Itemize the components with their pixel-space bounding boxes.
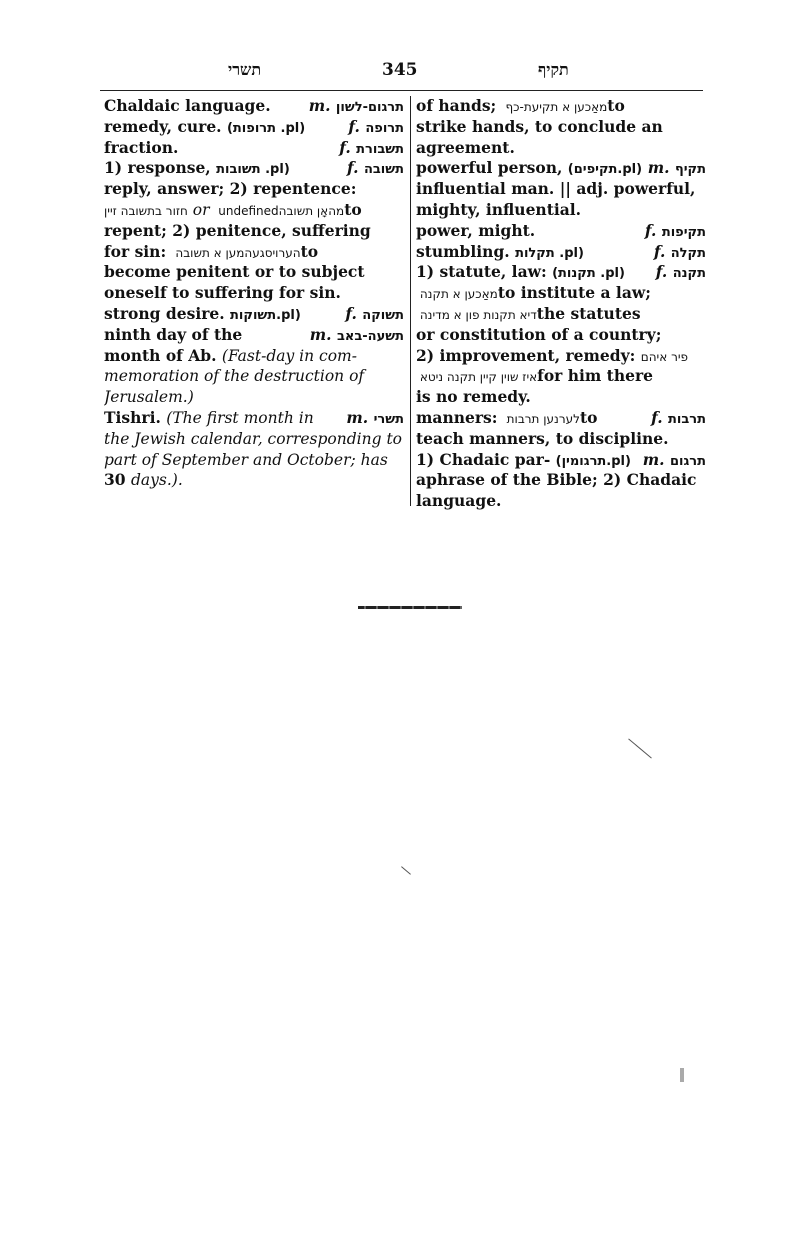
line-text — [416, 262, 625, 283]
entry-definition: strong desire. — [104, 303, 231, 323]
right-column — [416, 96, 706, 512]
scan-mark — [680, 1068, 684, 1082]
line-text — [104, 96, 271, 117]
right-line — [416, 138, 706, 159]
headword: תקיפות — [661, 224, 706, 240]
line-text — [416, 118, 663, 136]
entry-definition: stumbling. — [416, 241, 516, 261]
entry-note: days.). — [130, 471, 183, 490]
entry-text: become penitent or to subject — [104, 262, 365, 282]
line-text — [416, 347, 688, 365]
hebrew-phrase: מהאָן תשובה — [278, 203, 345, 218]
left-line — [104, 366, 404, 387]
right-line — [416, 366, 706, 387]
entry-definition: to — [344, 199, 362, 219]
right-line — [416, 221, 706, 242]
headword-group — [645, 221, 706, 242]
entry-definition: manners: — [416, 407, 503, 427]
gender-marker: f. — [644, 220, 662, 240]
entry-definition: to — [579, 407, 598, 427]
entry-text: is no remedy. — [416, 387, 531, 407]
headword: תשרי — [373, 411, 404, 427]
line-text — [416, 430, 669, 448]
entry-text: strike hands, to conclude an — [416, 116, 663, 136]
headword-group — [345, 304, 404, 325]
headword: תרופה — [365, 120, 404, 136]
line-text — [104, 325, 242, 346]
left-line — [104, 117, 404, 138]
entry-definition: Chaldaic language. — [104, 96, 271, 115]
gender-marker: m. — [309, 324, 337, 344]
gender-marker: f. — [655, 262, 673, 282]
gender-marker: m. — [308, 96, 336, 115]
left-line — [104, 262, 404, 283]
scan-mark — [628, 738, 652, 758]
gender-marker: m. — [642, 449, 670, 469]
entry-definition: powerful person, — [416, 158, 568, 178]
headword-group — [643, 450, 706, 471]
line-text — [416, 180, 695, 198]
line-text — [416, 139, 515, 157]
hebrew-phrase: undefined — [214, 203, 279, 218]
right-line — [416, 470, 706, 491]
line-text — [416, 388, 531, 406]
gender-marker: f. — [339, 137, 357, 157]
headword: תרבות — [668, 411, 706, 427]
entry-text: reply, answer; 2) repentence: — [104, 179, 357, 199]
entry-text: repent; 2) penitence, suffering — [104, 220, 371, 240]
entry-text: or constitution of a country; — [416, 324, 662, 344]
hebrew-phrase: פיר איהם — [640, 349, 689, 364]
line-text — [104, 304, 301, 325]
plural-form: (pl. תקלות — [515, 245, 584, 261]
hebrew-phrase: איז שוין קיין תקנה ניטא — [416, 370, 538, 385]
entry-definition: to — [607, 96, 625, 115]
entry-text: oneself to suffering for sin. — [104, 283, 341, 303]
headword: תשוקה — [362, 307, 404, 323]
right-line — [416, 346, 706, 367]
line-text — [416, 492, 501, 510]
plural-form: (pl.תרגומין) — [555, 453, 631, 469]
entry-definition: month of Ab. — [104, 345, 222, 365]
line-text — [104, 222, 371, 240]
gender-marker: f. — [653, 241, 671, 261]
right-line — [416, 304, 706, 325]
line-text — [104, 138, 178, 159]
left-line — [104, 158, 404, 179]
right-line — [416, 387, 706, 408]
line-text — [104, 243, 318, 261]
left-line — [104, 429, 404, 450]
line-text — [104, 430, 402, 448]
end-ornament — [358, 606, 462, 609]
hebrew-phrase: מאַכען א תקנה — [416, 287, 498, 302]
left-line — [104, 450, 404, 471]
headword: תשבורת — [356, 141, 404, 157]
line-text — [416, 242, 584, 263]
entry-definition: ninth day of the — [104, 324, 243, 344]
plural-form: (pl.תקיפים) — [567, 162, 643, 178]
line-text — [416, 471, 697, 489]
gender-marker: f. — [345, 303, 363, 323]
right-line — [416, 262, 706, 283]
entry-note: part of September and October; has — [104, 450, 388, 469]
left-column — [104, 96, 404, 491]
entry-definition: to institute a law; — [497, 283, 651, 303]
entry-definition: to — [300, 241, 319, 261]
entry-note: the Jewish calendar, corresponding to — [104, 429, 403, 448]
plural-form: (pl. תרופות) — [226, 120, 306, 136]
entry-definition: of hands; — [416, 96, 502, 115]
entry-definition: 2) improvement, remedy: — [416, 345, 641, 365]
entry-definition: 30 — [104, 470, 131, 490]
line-text — [104, 388, 194, 406]
plural-form: (pl.תשוקות — [230, 307, 301, 323]
entry-definition: Tishri. — [104, 407, 167, 427]
entry-note: memoration of the destruction of — [104, 367, 365, 386]
right-line — [416, 179, 706, 200]
line-text — [104, 347, 357, 365]
hebrew-phrase: הערויסגעהמען א תשובה — [171, 245, 301, 260]
left-line — [104, 179, 404, 200]
headword-group — [347, 158, 404, 179]
headword-group — [348, 117, 404, 138]
line-text — [416, 450, 631, 471]
gender-marker: f. — [347, 158, 364, 178]
hebrew-phrase: דיא תקנות פון א מדינה — [416, 307, 537, 322]
left-line — [104, 200, 404, 221]
line-text — [104, 263, 365, 281]
column-divider — [410, 96, 411, 506]
entry-definition: power, might. — [416, 220, 536, 240]
entry-definition: 1) statute, law: — [416, 262, 553, 282]
entry-text: aphrase of the Bible; 2) Chadaic — [416, 470, 697, 490]
right-line — [416, 408, 706, 429]
left-line — [104, 470, 404, 491]
headword: תקלה — [670, 245, 706, 261]
right-line — [416, 96, 706, 117]
right-line — [416, 200, 706, 221]
plural-form: (pl. תשובות — [216, 162, 290, 178]
headword-group — [339, 138, 404, 159]
scan-mark — [401, 866, 411, 874]
entry-definition: for him there — [537, 366, 653, 386]
line-text — [104, 180, 356, 198]
entry-definition: remedy, cure. — [104, 116, 227, 136]
line-text — [104, 284, 341, 302]
entry-text: language. — [416, 491, 502, 511]
line-text — [416, 305, 641, 323]
right-line — [416, 429, 706, 450]
line-text — [416, 201, 581, 219]
headword-group — [310, 325, 404, 346]
right-line — [416, 158, 706, 179]
left-line — [104, 242, 404, 263]
headword-group — [346, 408, 404, 429]
left-line — [104, 387, 404, 408]
line-text — [416, 158, 642, 179]
line-text — [416, 97, 625, 115]
gender-marker: m. — [647, 158, 675, 178]
headword: תרגום-לשון — [335, 100, 404, 115]
line-text — [104, 451, 388, 469]
hebrew-phrase: מאַכען א תקיעת-כף — [501, 100, 608, 114]
left-line — [104, 221, 404, 242]
entry-text: teach manners, to discipline. — [416, 428, 669, 448]
line-text — [416, 284, 651, 302]
right-line — [416, 325, 706, 346]
running-head-left: תשרי — [228, 60, 262, 79]
left-line — [104, 325, 404, 346]
right-line — [416, 117, 706, 138]
entry-definition: fraction. — [104, 137, 179, 157]
headword-group — [656, 262, 706, 283]
left-line — [104, 283, 404, 304]
right-line — [416, 283, 706, 304]
gender-marker: f. — [651, 407, 669, 427]
line-text — [104, 201, 362, 219]
entry-text: influential man. || adj. powerful, — [416, 179, 696, 199]
line-text — [104, 367, 364, 385]
entry-text: agreement. — [416, 137, 515, 157]
line-text — [416, 408, 597, 429]
right-line — [416, 242, 706, 263]
hebrew-phrase: חזור בתשובה זיין — [104, 203, 188, 218]
entry-definition: the statutes — [536, 303, 641, 323]
entry-note: (Fast-day in com- — [221, 346, 357, 365]
running-head-right: תקיף — [538, 60, 569, 79]
left-line — [104, 96, 404, 117]
entry-definition: 1) Chadaic par- — [416, 449, 556, 469]
left-line — [104, 408, 404, 429]
headword: תרגום — [669, 453, 706, 469]
headword: תשעה-באב — [336, 328, 404, 344]
entry-definition: 1) response, — [104, 158, 217, 178]
entry-note: Jerusalem.) — [104, 388, 194, 407]
page-number: 345 — [382, 60, 418, 80]
line-text — [416, 326, 661, 344]
headword-group — [648, 158, 706, 179]
line-text — [104, 158, 290, 179]
right-line — [416, 491, 706, 512]
headword: תקנה — [672, 266, 706, 282]
headword-group — [309, 96, 404, 117]
entry-note: (The first month in — [166, 408, 314, 427]
entry-text: mighty, influential. — [416, 199, 582, 219]
gender-marker: f. — [348, 116, 366, 136]
line-text — [416, 367, 653, 385]
left-line — [104, 346, 404, 367]
line-text — [104, 408, 314, 429]
plural-form: (pl. תקנות) — [552, 266, 625, 282]
headword: תקיף — [674, 162, 706, 178]
left-line — [104, 304, 404, 325]
header-rule — [100, 90, 703, 91]
hebrew-phrase: לערנען תרבות — [502, 411, 580, 426]
entry-definition: for sin: — [104, 241, 172, 261]
headword-group — [651, 408, 706, 429]
conjunction: or — [187, 200, 215, 219]
right-line — [416, 450, 706, 471]
gender-marker: m. — [346, 407, 374, 427]
headword-group — [654, 242, 706, 263]
line-text — [416, 221, 535, 242]
line-text — [104, 471, 183, 489]
line-text — [104, 117, 305, 138]
headword: תשובה — [363, 162, 404, 178]
left-line — [104, 138, 404, 159]
